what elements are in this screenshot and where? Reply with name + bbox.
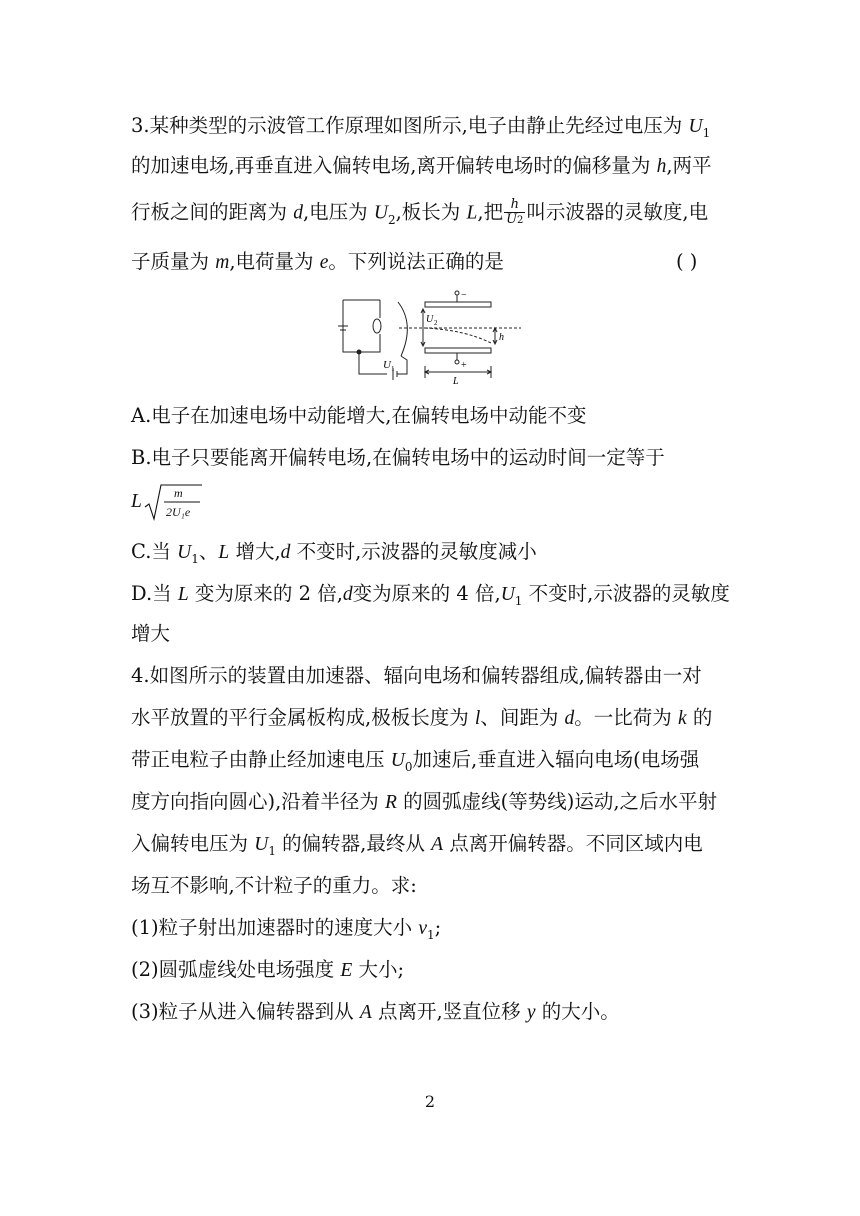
q3-option-b: B.电子只要能离开偏转电场,在偏转电场中的运动时间一定等于: [131, 446, 665, 469]
u1-sub: 1: [391, 365, 395, 373]
q3-option-d: D.当 L 变为原来的 2 倍,d变为原来的 4 倍$,U_1$ 不变时,示波器的灵敏度: [131, 582, 730, 608]
q4-line-1: 4.如图所示的装置由加速器、辐向电场和偏转器组成,偏转器由一对: [131, 664, 702, 687]
u2-label: U: [426, 314, 434, 325]
q3-option-d-cont: 增大: [131, 622, 171, 645]
u1-label: U: [383, 359, 391, 371]
sensitivity-fraction: $\frac{h}{U2}$: [506, 197, 524, 227]
document-page: 3.某种类型的示波管工作原理如图所示,电子由静止先经过电压为 $U_1$ 的加速电场,再垂直进入偏转电场,离开偏转电场时的偏移量为 h,两平 行板之间的距离为 d,电压为 $U_2$,板长为 L,把 $\frac{h}{U2}$ 叫示波器的灵敏度,电 子质量为 m,电荷量为 e。下列说法正确的是 ( ) − + U 2 h U 1 L A.电子在加速电场中动能增大,在偏转电场中动能不变 B.电子只要能离开偏转电场,在偏转电场中的运动时间一定等于 L m 2U₁e C.当 $U_1$、L 增大,d 不变时,示波器的灵敏度减小 D.当 L 变为原来的 2 倍,d变为原来的 4 倍$,U_1$ 不变时,示波器的灵敏度 增大 4.如图所示的装置由加速器、辐向电场和偏转器组成,偏转器由一对 水平放置的平行金属板构成,极板长度为 l、间距为 d。一比荷为 k 的 带正电粒子由静止经加速电压 $U_0$加速后,垂直进入辐向电场(电场强 度方向指向圆心),沿着半径为 R 的圆弧虚线(等势线)运动,之后水平射 入偏转电压为 $U_1$ 的偏转器,最终从 A 点离开偏转器。不同区域内电 场互不影响,不计粒子的重力。求: (1)粒子射出加速器时的速度大小 $v_1$; (2)圆弧虚线处电场强度 E 大小; (3)粒子从进入偏转器到从 A 点离开,竖直位移 y 的大小。 2: [0, 0, 860, 1216]
q4-line-3: 带正电粒子由静止经加速电压 $U_0$加速后,垂直进入辐向电场(电场强: [131, 748, 700, 774]
q3-option-a: A.电子在加速电场中动能增大,在偏转电场中动能不变: [131, 404, 587, 427]
answer-bracket: ( ): [676, 250, 698, 273]
minus-sign: −: [461, 290, 467, 301]
l-label: L: [453, 376, 459, 384]
q4-line-5: 入偏转电压为 $U_1$ 的偏转器,最终从 A 点离开偏转器。不同区域内电: [131, 832, 703, 858]
page-number: 2: [424, 1092, 436, 1111]
q4-subquestion-2: (2)圆弧虚线处电场强度 E 大小;: [131, 958, 405, 981]
q4-subquestion-1: (1)粒子射出加速器时的速度大小 $v_1$;: [131, 916, 442, 942]
h-label: h: [499, 332, 504, 343]
q4-subquestion-3: (3)粒子从进入偏转器到从 A 点离开,竖直位移 y 的大小。: [131, 1000, 620, 1023]
q3-line-2: 的加速电场,再垂直进入偏转电场,离开偏转电场时的偏移量为 h,两平: [131, 154, 712, 177]
q4-line-6: 场互不影响,不计粒子的重力。求:: [131, 874, 417, 897]
q3-line-3: 行板之间的距离为 d,电压为 $U_2$,板长为 L,把 $\frac{h}{U2}$ 叫示波器的灵敏度,电: [131, 197, 709, 227]
oscilloscope-diagram: [335, 288, 535, 384]
q3-line-1: 3.某种类型的示波管工作原理如图所示,电子由静止先经过电压为 $U_1$: [131, 114, 711, 140]
q3-line-4: 子质量为 m,电荷量为 e。下列说法正确的是: [131, 250, 504, 273]
plus-sign: +: [461, 360, 467, 371]
q4-line-4: 度方向指向圆心),沿着半径为 R 的圆弧虚线(等势线)运动,之后水平射: [131, 790, 718, 813]
q3-option-c: C.当 $U_1$、L 增大,d 不变时,示波器的灵敏度减小: [131, 540, 537, 566]
q4-line-2: 水平放置的平行金属板构成,极板长度为 l、间距为 d。一比荷为 k 的: [131, 706, 713, 729]
u2-sub: 2: [434, 319, 438, 327]
